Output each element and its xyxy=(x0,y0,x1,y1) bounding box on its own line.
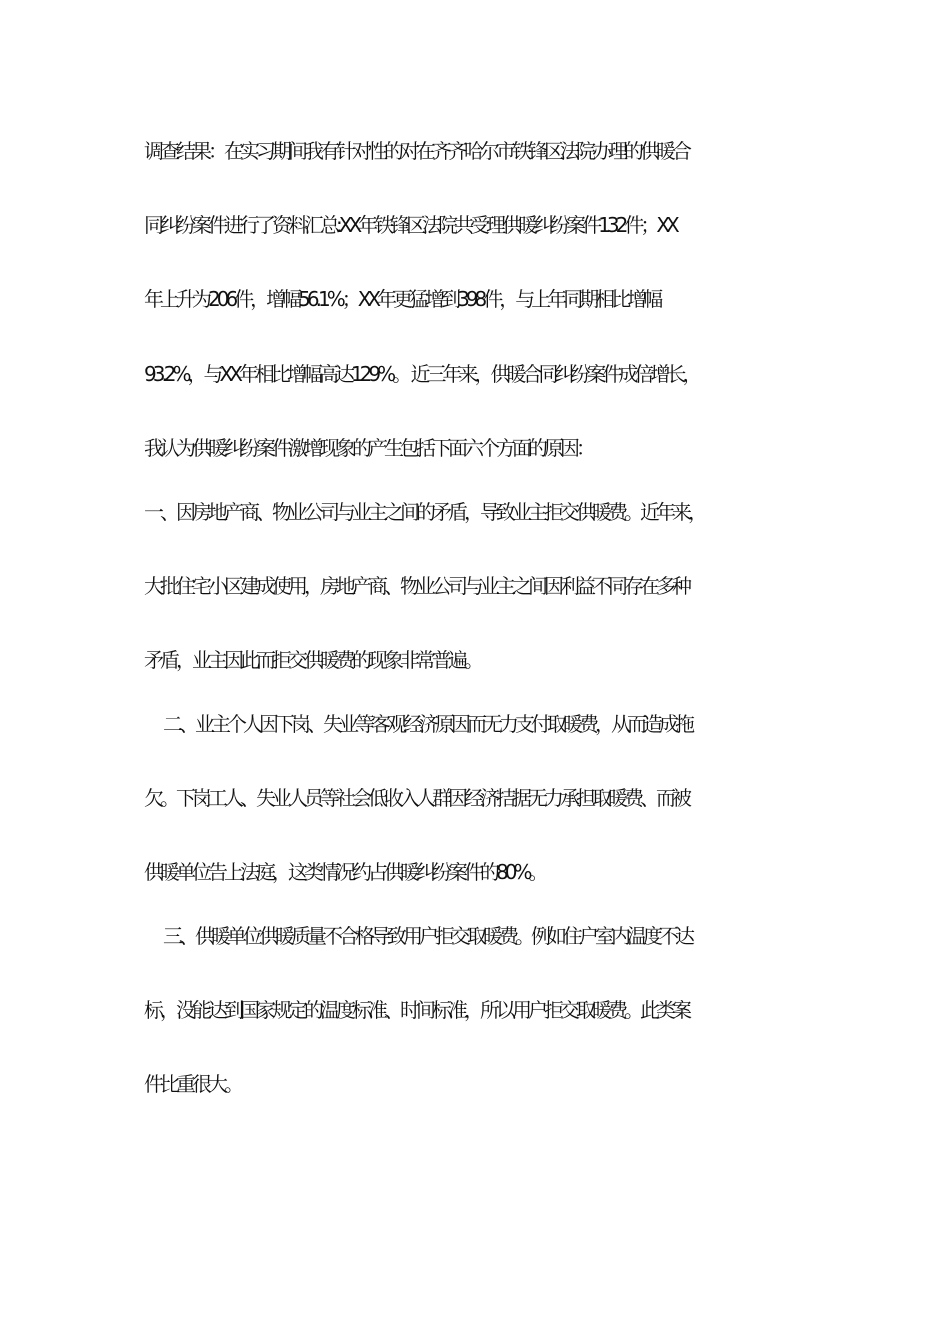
text-line-10: 欠。下岗工人、失业人员等社会低收入人群因经济拮据无力承担取暖费、而被 xyxy=(144,786,688,810)
text-line-12: 三、供暖单位供暖质量不合格导致用户拒交取暖费。例如住户室内温度不达 xyxy=(163,924,691,948)
text-line-13: 标，没能达到国家规定的温度标准、时间标准，所以用户拒交取暖费。此类案 xyxy=(144,998,688,1022)
text-line-2: 同纠纷案件进行了资料汇总:XX年铁锋区法院共受理供暖纠纷案件132件；XX xyxy=(144,213,676,237)
text-line-4: 93.2%，与XX年相比增幅高达129%。 近三年来，供暖合同纠纷案件成倍增长， xyxy=(144,362,699,386)
text-line-8: 矛盾，业主因此而拒交供暖费的现象非常普遍。 xyxy=(144,648,480,672)
text-line-7: 大批住宅小区建成使用，房地产商、物业公司与业主之间因利益不同存在多种 xyxy=(144,574,688,598)
text-line-9: 二、业主个人因下岗、失业等客观经济原因而无力支付取暖费，从而造成拖 xyxy=(163,712,691,736)
text-line-1: 调查结果：在实习期间我有针对性的对在齐齐哈尔市铁锋区法院办理的供暖合 xyxy=(144,139,688,163)
text-line-5: 我认为供暖纠纷案件激增现象的产生包括下面六个方面的原因： xyxy=(144,436,592,460)
text-line-3: 年上升为206件，增幅56.1%；XX年更猛增到398件，与上年同期相比增幅 xyxy=(144,287,660,311)
text-line-11: 供暖单位告上法庭，这类情况约占供暖纠纷案件的80%。 xyxy=(144,860,545,884)
text-line-6: 一、因房地产商、物业公司与业主之间的矛盾，导致业主拒交供暖费。近年来， xyxy=(144,500,704,524)
text-line-14: 件比重很大。 xyxy=(144,1072,240,1096)
